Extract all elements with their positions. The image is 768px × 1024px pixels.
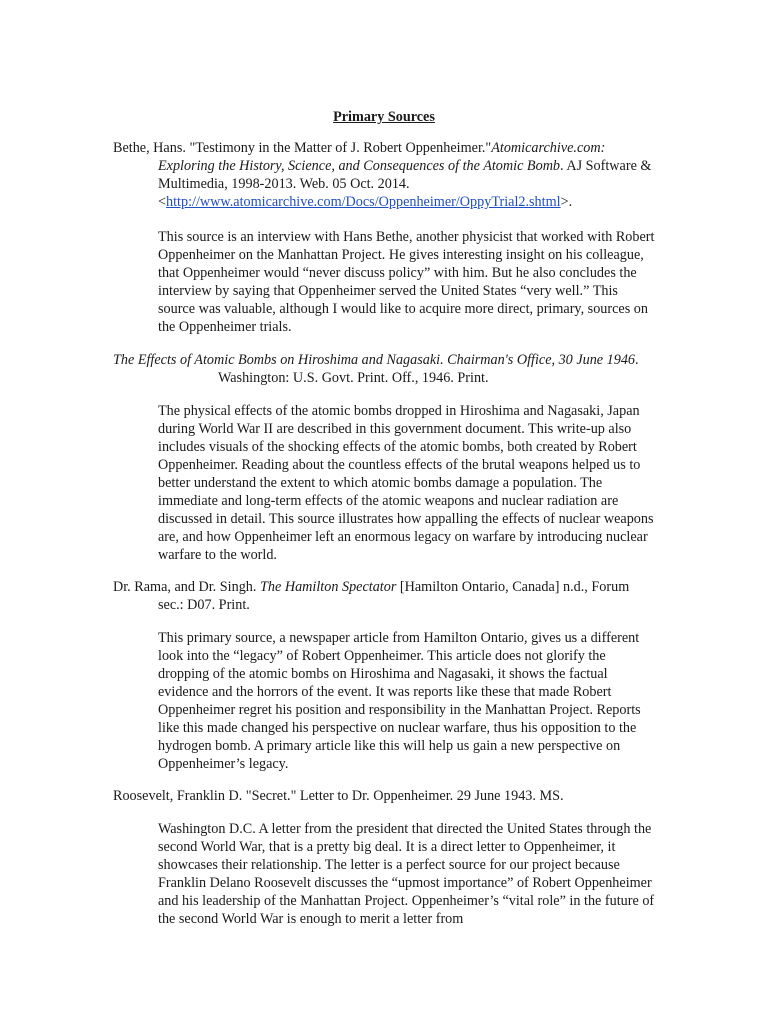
citation-author: Dr. Rama, and Dr. Singh. [113,579,260,595]
annotation-paragraph: Washington D.C. A letter from the president that directed the United States through the second World War, that is a pretty big deal. It is a direct letter to Oppenheimer, it showcases their relationship. The letter is a perfect source for our project because Franklin Delano Roosevelt discusses the “upmost importance” of Robert Oppenheimer and his leadership of the Manhattan Project. Oppenheimer’s “vital role” in the future of the second World War is enough to merit a letter from [158,821,655,927]
citation-roosevelt: Roosevelt, Franklin D. "Secret." Letter to Dr. Oppenheimer. 29 June 1943. MS. [113,788,564,804]
citation-bethe [113,139,658,211]
annotation-paragraph: The physical effects of the atomic bombs dropped in Hiroshima and Nagasaki, Japan during World War II are described in this government document. This write-up also includes visuals of the shocking effects of the atomic bombs, both created by Robert Oppenheimer. Reading about the countless effects of the brutal weapons helped us to better understand the extent to which atomic bombs damage a population. The immediate and long-term effects of the atomic weapons and nuclear radiation are discussed in detail. This source illustrates how appalling the effects of nuclear weapons are, and how Oppenheimer left an enormous legacy on warfare by introducing nuclear warfare to the world. [158,403,654,563]
citation-effects [113,351,658,387]
citation-punctuation: . [635,352,639,368]
citation-url-link[interactable]: http://www.atomicarchive.com/Docs/Oppenheimer/OppyTrial2.shtml [166,194,561,210]
page-title: Primary Sources [333,109,435,125]
citation-publisher: Washington: U.S. Govt. Print. Off., 1946. Print. [218,370,489,386]
citation-title: The Effects of Atomic Bombs on Hiroshima and Nagasaki. Chairman's Office, 30 June 1946 [113,352,636,368]
citation-details: [Hamilton Ontario, Canada] n.d., Forum sec.: D07. Print. [158,579,630,613]
citation-author: Bethe, Hans. [113,140,190,156]
annotation-paragraph: This primary source, a newspaper article from Hamilton Ontario, gives us a different look into the “legacy” of Robert Oppenheimer. This article does not glorify the dropping of the atomic bombs on Hiroshima and Nagasaki, it shows the factual evidence and the horrors of the event. It was reports like these that made Robert Oppenheimer regret his position and responsibility in the Manhattan Project. Reports like this made changed his perspective on nuclear warfare, thus his opposition to the hydrogen bomb. A primary article like this will help us gain a new perspective on Oppenheimer’s legacy. [158,630,641,772]
citation-url-close: >. [560,194,573,210]
annotation-paragraph: This source is an interview with Hans Bethe, another physicist that worked with Robert Oppenheimer on the Manhattan Project. He gives interesting insight on his colleague, that Oppenheimer would “never discuss policy” with him. But he also concludes the interview by saying that Oppenheimer served the United States “very well.” This source was valuable, although I would like to acquire more direct, primary, sources on the Oppenheimer trials. [158,229,655,335]
citation-hamilton [113,578,658,614]
citation-publisher: . AJ Software & Multimedia, 1998-2013. Web. 05 Oct. 2014. [158,158,652,192]
citation-title: "Testimony in the Matter of J. Robert Oppenheimer." [189,140,492,156]
citation-title: The Hamilton Spectator [260,579,397,595]
citation-website: Atomicarchive.com: Exploring the History, Science, and Consequences of the Atomic Bomb [158,140,606,174]
citation-url-open: < [158,194,167,210]
